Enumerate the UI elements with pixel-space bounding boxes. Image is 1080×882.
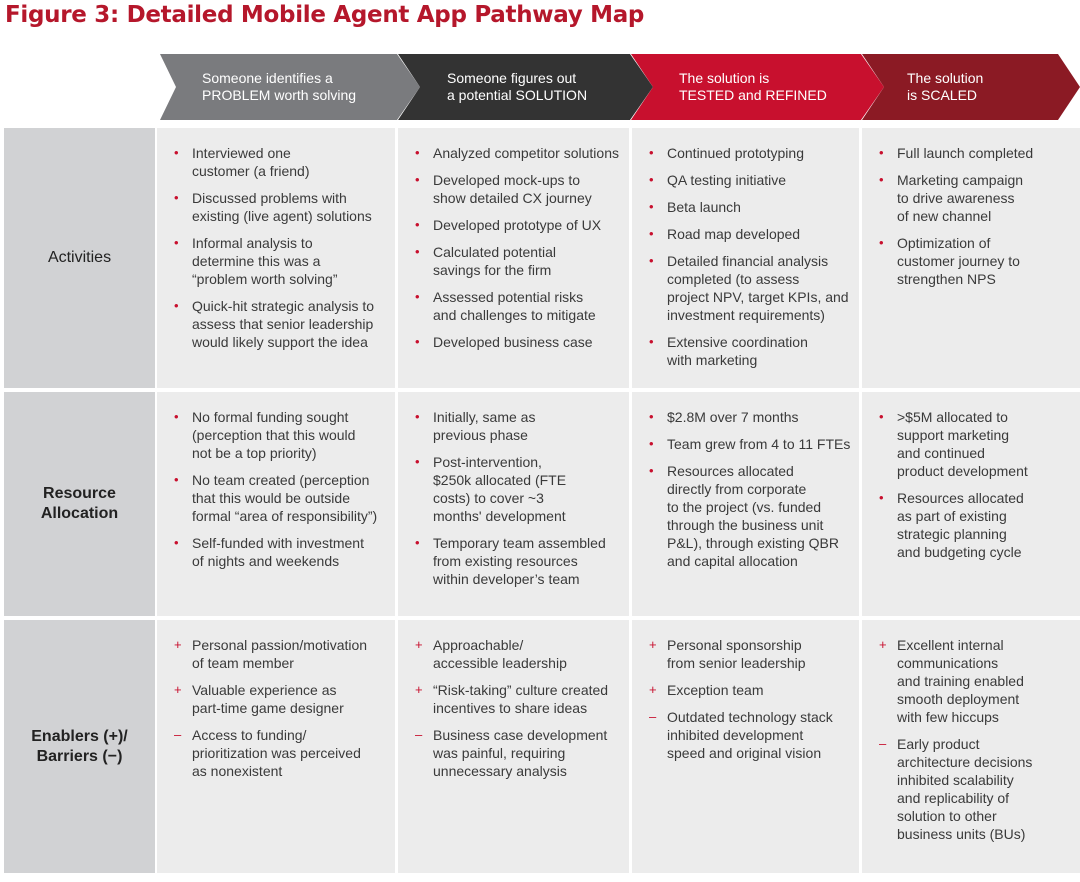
list-item — [169, 636, 391, 672]
list-item — [874, 144, 1076, 162]
item-text-line: Detailed financial analysis — [667, 253, 829, 269]
stage-3-line-1: The solution is — [679, 70, 770, 86]
row-label-3 — [4, 620, 155, 873]
cell-row3-stage4 — [862, 620, 1080, 873]
list-item — [644, 462, 855, 570]
stage-4-label — [907, 54, 983, 120]
item-text-line: Continued prototyping — [667, 145, 804, 161]
list-item — [644, 225, 855, 243]
stage-1-label — [202, 54, 356, 120]
list-item — [644, 408, 855, 426]
stage-2-line-1: Someone figures out — [447, 70, 577, 86]
item-text-line: P&L), through existing QBR — [667, 535, 839, 551]
item-text-line: Early product — [897, 736, 980, 752]
item-text-line: and budgeting cycle — [897, 544, 1022, 560]
item-list — [169, 636, 391, 780]
bullet-icon: • — [415, 334, 420, 349]
item-text-line: “Risk-taking” culture created — [433, 682, 609, 698]
row-label-2 — [4, 392, 155, 616]
list-item — [874, 234, 1076, 288]
cell-row2-stage3 — [632, 392, 859, 616]
cell-row3-stage3 — [632, 620, 859, 873]
item-text-line: Outdated technology stack — [667, 709, 833, 725]
item-text-line: customer journey to — [897, 253, 1020, 269]
cell-row1-stage2 — [398, 128, 629, 388]
plus-icon: + — [879, 637, 887, 652]
list-item — [169, 189, 391, 225]
item-text-line: prioritization was perceived — [192, 745, 361, 761]
item-text-line: “problem worth solving” — [192, 271, 338, 287]
item-text-line: part-time game designer — [192, 700, 344, 716]
item-text-line: $2.8M over 7 months — [667, 409, 799, 425]
item-text-line: and training enabled — [897, 673, 1024, 689]
item-text-line: Resources allocated — [897, 490, 1024, 506]
item-text-line: months' development — [433, 508, 566, 524]
list-item — [410, 408, 625, 444]
item-text-line: savings for the firm — [433, 262, 552, 278]
item-text-line: previous phase — [433, 427, 528, 443]
minus-icon: – — [415, 727, 423, 742]
item-list — [169, 144, 391, 351]
item-list — [169, 408, 391, 570]
item-text-line: Team grew from 4 to 11 FTEs — [667, 436, 851, 452]
item-text-line: Interviewed one — [192, 145, 291, 161]
plus-icon: + — [649, 682, 657, 697]
cell-row2-stage1 — [157, 392, 395, 616]
item-text-line: would likely support the idea — [192, 334, 368, 350]
list-item — [410, 288, 625, 324]
row-label-line: Allocation — [40, 505, 119, 522]
item-text-line: not be a top priority) — [192, 445, 317, 461]
bullet-icon: • — [649, 145, 654, 160]
row-label-line: Resource — [43, 485, 116, 502]
item-text-line: Quick-hit strategic analysis to — [192, 298, 375, 314]
item-text-line: show detailed CX journey — [433, 190, 592, 206]
item-text-line: unnecessary analysis — [433, 763, 567, 779]
item-text-line: determine this was a — [192, 253, 321, 269]
bullet-icon: • — [879, 145, 884, 160]
item-text-line: smooth deployment — [897, 691, 1020, 707]
bullet-icon: • — [174, 409, 179, 424]
list-item — [410, 453, 625, 525]
stage-1-line-2: PROBLEM worth solving — [202, 87, 357, 103]
item-text-line: Analyzed competitor solutions — [433, 145, 619, 161]
item-text-line: of nights and weekends — [192, 553, 340, 569]
item-list — [410, 408, 625, 588]
bullet-icon: • — [879, 490, 884, 505]
item-text-line: strategic planning — [897, 526, 1007, 542]
bullet-icon: • — [415, 535, 420, 550]
cell-row1-stage1 — [157, 128, 395, 388]
item-text-line: Access to funding/ — [192, 727, 307, 743]
item-list — [410, 144, 625, 351]
list-item — [410, 243, 625, 279]
item-text-line: Valuable experience as — [192, 682, 337, 698]
bullet-icon: • — [649, 199, 654, 214]
list-item — [410, 171, 625, 207]
bullet-icon: • — [649, 436, 654, 451]
bullet-icon: • — [415, 244, 420, 259]
plus-icon: + — [415, 682, 423, 697]
item-text-line: directly from corporate — [667, 481, 807, 497]
cell-row2-stage2 — [398, 392, 629, 616]
item-text-line: Excellent internal — [897, 637, 1004, 653]
stage-2-label — [447, 54, 587, 120]
row-label-line: Enablers (+)/ — [31, 727, 128, 745]
bullet-icon: • — [879, 235, 884, 250]
item-text-line: within developer’s team — [433, 571, 580, 587]
list-item — [410, 726, 625, 780]
list-item — [644, 681, 855, 699]
item-text-line: Exception team — [667, 682, 764, 698]
item-text-line: Developed prototype of UX — [433, 217, 602, 233]
item-text-line: No team created (perception — [192, 472, 370, 488]
list-item — [644, 708, 855, 762]
item-text-line: $250k allocated (FTE — [433, 472, 567, 488]
list-item — [644, 144, 855, 162]
item-text-line: (perception that this would — [192, 427, 356, 443]
stage-3-line-2: TESTED and REFINED — [679, 87, 827, 103]
list-item — [410, 681, 625, 717]
item-text-line: Initially, same as — [433, 409, 536, 425]
plus-icon: + — [174, 682, 182, 697]
bullet-icon: • — [174, 145, 179, 160]
item-text-line: inhibited scalability — [897, 772, 1014, 788]
item-text-line: speed and original vision — [667, 745, 822, 761]
item-text-line: Personal sponsorship — [667, 637, 802, 653]
item-text-line: Beta launch — [667, 199, 741, 215]
bullet-icon: • — [649, 226, 654, 241]
bullet-icon: • — [415, 217, 420, 232]
list-item — [169, 726, 391, 780]
item-text-line: Assessed potential risks — [433, 289, 584, 305]
item-text-line: Post-intervention, — [433, 454, 542, 470]
bullet-icon: • — [415, 454, 420, 469]
item-text-line: accessible leadership — [433, 655, 567, 671]
bullet-icon: • — [649, 334, 654, 349]
item-text-line: Informal analysis to — [192, 235, 313, 251]
item-list — [874, 408, 1076, 561]
item-list — [644, 408, 855, 570]
item-text-line: incentives to share ideas — [433, 700, 588, 716]
list-item — [644, 333, 855, 369]
cell-row3-stage1 — [157, 620, 395, 873]
item-text-line: that this would be outside — [192, 490, 350, 506]
item-text-line: support marketing — [897, 427, 1010, 443]
list-item — [169, 471, 391, 525]
bullet-icon: • — [879, 172, 884, 187]
bullet-icon: • — [415, 145, 420, 160]
item-list — [644, 144, 855, 369]
list-item — [169, 408, 391, 462]
cell-row1-stage4 — [862, 128, 1080, 388]
item-text-line: Extensive coordination — [667, 334, 808, 350]
item-text-line: investment requirements) — [667, 307, 825, 323]
stage-3-label — [679, 54, 827, 120]
stage-header — [0, 54, 1080, 120]
item-text-line: as nonexistent — [192, 763, 283, 779]
bullet-icon: • — [174, 235, 179, 250]
list-item — [169, 144, 391, 180]
item-text-line: Road map developed — [667, 226, 801, 242]
item-text-line: Personal passion/motivation — [192, 637, 368, 653]
list-item — [644, 171, 855, 189]
bullet-icon: • — [174, 535, 179, 550]
item-text-line: from existing resources — [433, 553, 578, 569]
list-item — [874, 489, 1076, 561]
list-item — [410, 144, 625, 162]
item-text-line: Full launch completed — [897, 145, 1034, 161]
bullet-icon: • — [415, 409, 420, 424]
item-text-line: QA testing initiative — [667, 172, 787, 188]
item-text-line: customer (a friend) — [192, 163, 310, 179]
item-text-line: Self-funded with investment — [192, 535, 364, 551]
item-text-line: inhibited development — [667, 727, 804, 743]
item-text-line: Developed mock-ups to — [433, 172, 581, 188]
list-item — [644, 252, 855, 324]
plus-icon: + — [174, 637, 182, 652]
item-text-line: Temporary team assembled — [433, 535, 606, 551]
list-item — [874, 408, 1076, 480]
item-text-line: to the project (vs. funded — [667, 499, 822, 515]
item-text-line: and capital allocation — [667, 553, 798, 569]
item-text-line: with marketing — [667, 352, 758, 368]
list-item — [644, 198, 855, 216]
minus-icon: – — [174, 727, 182, 742]
item-text-line: and challenges to mitigate — [433, 307, 596, 323]
item-text-line: costs) to cover ~3 — [433, 490, 544, 506]
minus-icon: – — [649, 709, 657, 724]
row-label-1 — [4, 128, 155, 388]
figure-title: Figure 3: Detailed Mobile Agent App Pathway Map — [5, 2, 645, 28]
item-text-line: >$5M allocated to — [897, 409, 1008, 425]
list-item — [169, 534, 391, 570]
item-text-line: Discussed problems with — [192, 190, 347, 206]
item-text-line: No formal funding sought — [192, 409, 349, 425]
item-text-line: with few hiccups — [897, 709, 999, 725]
item-text-line: of team member — [192, 655, 294, 671]
bullet-icon: • — [174, 298, 179, 313]
bullet-icon: • — [649, 172, 654, 187]
stage-4-line-2: is SCALED — [907, 87, 978, 103]
list-item — [169, 234, 391, 288]
item-text-line: from senior leadership — [667, 655, 806, 671]
item-text-line: completed (to assess — [667, 271, 800, 287]
plus-icon: + — [415, 637, 423, 652]
list-item — [410, 216, 625, 234]
bullet-icon: • — [649, 253, 654, 268]
cell-row3-stage2 — [398, 620, 629, 873]
item-text-line: Calculated potential — [433, 244, 556, 260]
stage-2-line-2: a potential SOLUTION — [447, 87, 588, 103]
list-item — [410, 636, 625, 672]
item-list — [644, 636, 855, 762]
item-text-line: Marketing campaign — [897, 172, 1024, 188]
bullet-icon: • — [174, 472, 179, 487]
list-item — [874, 735, 1076, 843]
minus-icon: – — [879, 736, 887, 751]
stage-1-line-1: Someone identifies a — [202, 70, 333, 86]
item-text-line: Approachable/ — [433, 637, 524, 653]
item-text-line: Developed business case — [433, 334, 593, 350]
item-text-line: strengthen NPS — [897, 271, 996, 287]
list-item — [644, 435, 855, 453]
list-item — [410, 534, 625, 588]
item-text-line: was painful, requiring — [433, 745, 566, 761]
list-item — [169, 681, 391, 717]
item-text-line: solution to other — [897, 808, 997, 824]
item-list — [874, 144, 1076, 288]
list-item — [644, 636, 855, 672]
bullet-icon: • — [649, 463, 654, 478]
bullet-icon: • — [879, 409, 884, 424]
cell-row1-stage3 — [632, 128, 859, 388]
item-text-line: communications — [897, 655, 999, 671]
item-text-line: through the business unit — [667, 517, 824, 533]
item-text-line: architecture decisions — [897, 754, 1033, 770]
item-text-line: formal “area of responsibility”) — [192, 508, 378, 524]
item-text-line: to drive awareness — [897, 190, 1015, 206]
item-text-line: product development — [897, 463, 1028, 479]
plus-icon: + — [649, 637, 657, 652]
item-text-line: existing (live agent) solutions — [192, 208, 372, 224]
bullet-icon: • — [415, 289, 420, 304]
row-label-line: Activities — [47, 249, 112, 266]
item-text-line: assess that senior leadership — [192, 316, 374, 332]
row-label-line: Barriers (−) — [36, 747, 123, 765]
item-text-line: and continued — [897, 445, 985, 461]
item-text-line: Resources allocated — [667, 463, 794, 479]
list-item — [874, 171, 1076, 225]
item-text-line: project NPV, target KPIs, and — [667, 289, 849, 305]
item-text-line: Optimization of — [897, 235, 991, 251]
list-item — [169, 297, 391, 351]
bullet-icon: • — [415, 172, 420, 187]
item-list — [874, 636, 1076, 843]
item-list — [410, 636, 625, 780]
list-item — [410, 333, 625, 351]
stage-4-line-1: The solution — [907, 70, 984, 86]
item-text-line: Business case development — [433, 727, 608, 743]
item-text-line: and replicability of — [897, 790, 1010, 806]
item-text-line: business units (BUs) — [897, 826, 1026, 842]
list-item — [874, 636, 1076, 726]
cell-row2-stage4 — [862, 392, 1080, 616]
item-text-line: as part of existing — [897, 508, 1007, 524]
bullet-icon: • — [649, 409, 654, 424]
bullet-icon: • — [174, 190, 179, 205]
item-text-line: of new channel — [897, 208, 992, 224]
